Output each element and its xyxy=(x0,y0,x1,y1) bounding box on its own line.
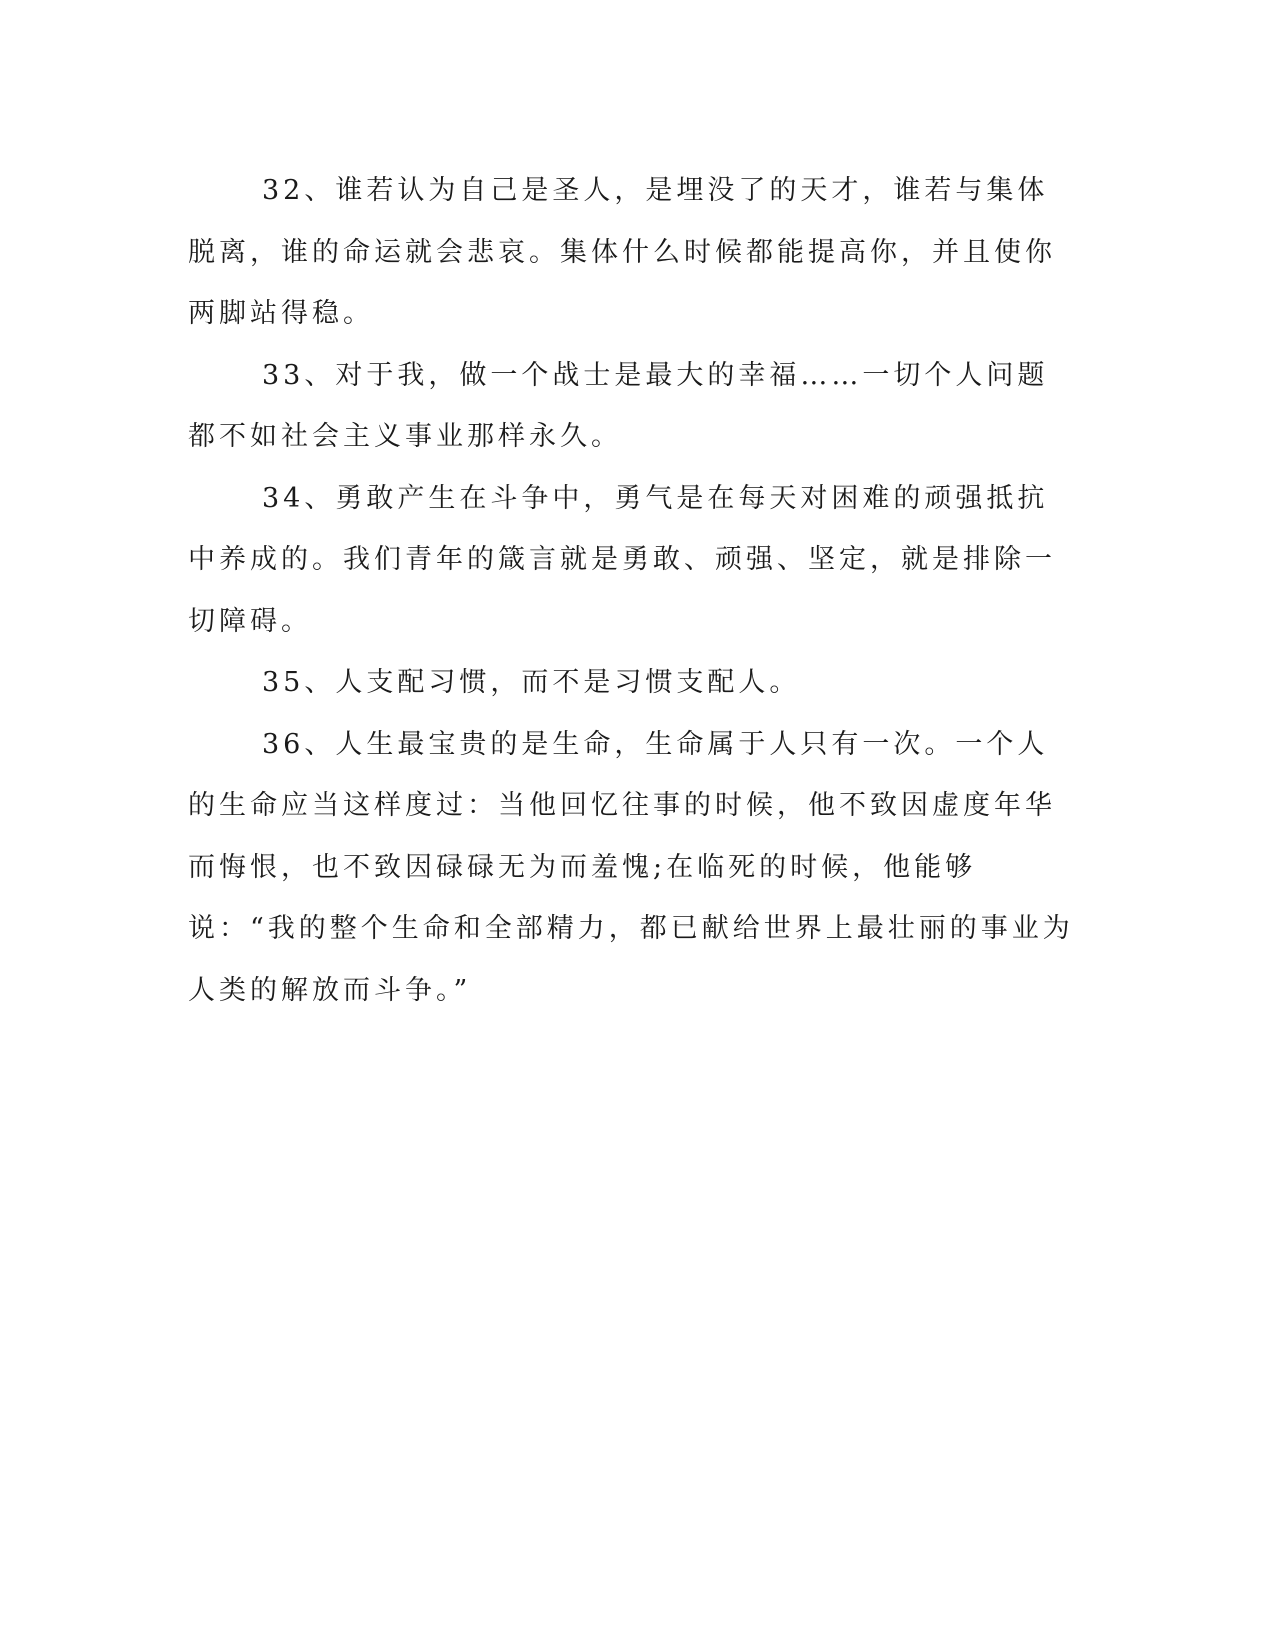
paragraph-35: 35、人支配习惯，而不是习惯支配人。 xyxy=(262,667,801,698)
paragraph-33: 33、对于我，做一个战士是最大的幸福……一切个人问题都不如社会主义事业那样永久。 xyxy=(188,359,1049,452)
document-body xyxy=(188,160,1078,1021)
paragraph-34: 34、勇敢产生在斗争中，勇气是在每天对困难的顽强抵抗中养成的。我们青年的箴言就是勇敢、顽强、坚定，就是排除一切障碍。 xyxy=(188,482,1056,637)
paragraph-36: 36、人生最宝贵的是生命，生命属于人只有一次。一个人的生命应当这样度过：当他回忆往事的时候，他不致因虚度年华而悔恨，也不致因碌碌无为而羞愧;在临死的时候，他能够说：“我的整个生命和全部精力，都已献给世界上最壮丽的事业为人类的解放而斗争。” xyxy=(188,728,1074,1006)
paragraph-32: 32、谁若认为自己是圣人，是埋没了的天才，谁若与集体脱离，谁的命运就会悲哀。集体什么时候都能提高你，并且使你两脚站得稳。 xyxy=(188,175,1056,329)
